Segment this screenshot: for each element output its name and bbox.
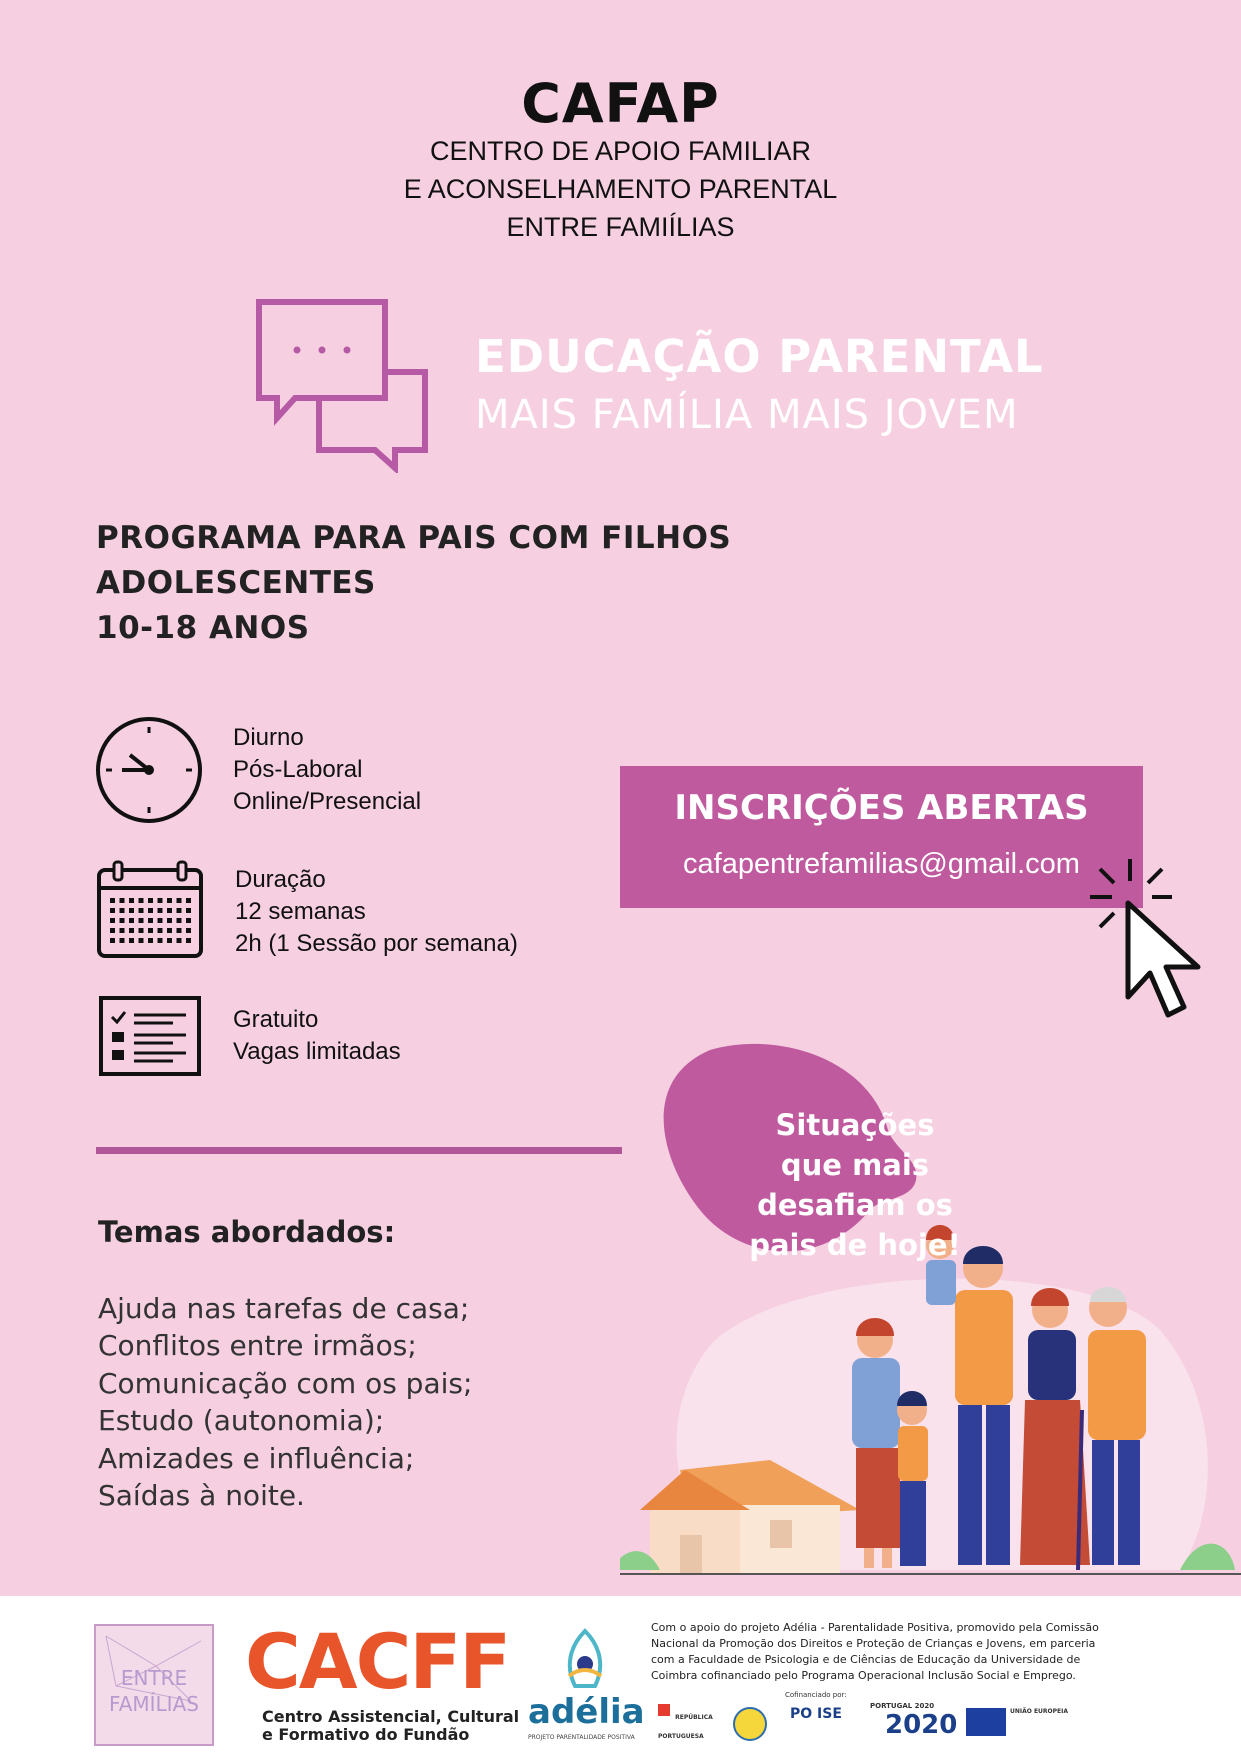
calendar-day-mark <box>120 918 125 923</box>
footer <box>0 1596 1241 1754</box>
adelia-logo: adélia <box>528 1692 645 1732</box>
calendar-day-mark <box>110 938 115 943</box>
calendar-day-mark <box>129 918 134 923</box>
calendar-day-mark <box>110 918 115 923</box>
calendar-day-mark <box>110 908 115 913</box>
republica-logo <box>658 1704 718 1740</box>
schedule-item: Pós-Laboral <box>233 756 363 783</box>
calendar-day-mark <box>177 928 182 933</box>
cacff-logo: CACFF <box>245 1617 510 1706</box>
calendar-day-mark <box>139 938 144 943</box>
entre-familias-logo <box>94 1624 214 1746</box>
topic-item: Ajuda nas tarefas de casa; <box>98 1292 470 1325</box>
support-line: Com o apoio do projeto Adélia - Parentalidade Positiva, promovido pela Comissão <box>651 1621 1099 1634</box>
bubble-line: pais de hoje! <box>749 1228 961 1262</box>
topic-item: Amizades e influência; <box>98 1442 415 1475</box>
poise-logo: PO ISE <box>790 1706 842 1722</box>
page-title: CAFAP <box>521 72 720 135</box>
program-subtitle: MAIS FAMÍLIA MAIS JOVEM <box>475 392 1019 438</box>
calendar-day-mark <box>177 918 182 923</box>
bubble-text <box>725 1105 985 1265</box>
support-line: Nacional da Promoção dos Direitos e Proteção de Crianças e Jovens, em parceria <box>651 1637 1096 1650</box>
adelia-caption: PROJETO PARENTALIDADE POSITIVA <box>528 1734 635 1741</box>
calendar-day-mark <box>177 898 182 903</box>
cacff-caption-line: e Formativo do Fundão <box>262 1725 470 1744</box>
topics-title: Temas abordados: <box>98 1215 396 1249</box>
calendar-day-mark <box>177 908 182 913</box>
registration-title: INSCRIÇÕES ABERTAS <box>674 788 1089 828</box>
cacff-caption-line: Centro Assistencial, Cultural <box>262 1707 520 1726</box>
registration-box <box>620 766 1143 908</box>
calendar-day-mark <box>139 928 144 933</box>
schedule-item: Diurno <box>233 724 304 751</box>
support-line: com a Faculdade de Psicologia e de Ciências de Educação da Universidade de <box>651 1653 1081 1666</box>
subtitle-line-2: E ACONSELHAMENTO PARENTAL <box>403 174 838 204</box>
cursor-click-icon <box>1080 855 1210 1020</box>
calendar-day-mark <box>120 908 125 913</box>
calendar-day-mark <box>158 938 163 943</box>
calendar-day-mark <box>139 898 144 903</box>
audience-line-3: 10-18 ANOS <box>96 610 310 646</box>
calendar-day-mark <box>110 928 115 933</box>
republica-text: REPÚBLICA PORTUGUESA <box>658 1714 713 1740</box>
calendar-day-mark <box>158 908 163 913</box>
entre-logo-line: FAMÍLIAS <box>109 1692 199 1716</box>
chat-bubbles-icon <box>255 298 435 473</box>
eu-label: UNIÃO EUROPEIA <box>1010 1708 1069 1715</box>
calendar-day-mark <box>148 898 153 903</box>
topic-item: Saídas à noite. <box>98 1479 305 1512</box>
topic-item: Estudo (autonomia); <box>98 1404 385 1437</box>
checklist-icon <box>98 995 204 1079</box>
calendar-day-mark <box>167 898 172 903</box>
cost-item: Vagas limitadas <box>233 1038 401 1065</box>
calendar-day-mark <box>129 938 134 943</box>
calendar-day-mark <box>186 918 191 923</box>
bubble-line: Situações <box>775 1108 935 1142</box>
adelia-figure-icon <box>555 1626 615 1696</box>
duration-item: 12 semanas <box>235 898 366 925</box>
calendar-day-mark <box>158 898 163 903</box>
calendar-day-mark <box>129 928 134 933</box>
schedule-list <box>233 722 421 818</box>
calendar-day-mark <box>167 908 172 913</box>
calendar-day-mark <box>186 928 191 933</box>
calendar-day-mark <box>186 938 191 943</box>
entre-logo-line: ENTRE <box>120 1666 188 1690</box>
cost-item: Gratuito <box>233 1006 319 1033</box>
topic-item: Conflitos entre irmãos; <box>98 1329 417 1362</box>
subtitle-line-1: CENTRO DE APOIO FAMILIAR <box>429 136 812 166</box>
schedule-item: Online/Presencial <box>233 788 422 815</box>
calendar-day-mark <box>110 898 115 903</box>
calendar-day-mark <box>167 928 172 933</box>
duration-item: Duração <box>235 866 326 893</box>
calendar-day-mark <box>167 938 172 943</box>
calendar-day-mark <box>120 928 125 933</box>
duration-list <box>235 864 518 960</box>
program-title: EDUCAÇÃO PARENTAL <box>475 330 1044 383</box>
cacff-caption <box>262 1708 519 1744</box>
calendar-day-mark <box>148 938 153 943</box>
duration-item: 2h (1 Sessão por semana) <box>235 930 518 957</box>
calendar-day-mark <box>139 908 144 913</box>
calendar-day-mark <box>158 918 163 923</box>
calendar-day-mark <box>148 918 153 923</box>
calendar-day-mark <box>129 908 134 913</box>
calendar-day-mark <box>177 938 182 943</box>
calendar-icon <box>96 860 206 960</box>
cost-list <box>233 1004 401 1068</box>
registration-email-link[interactable]: cafapentrefamilias@gmail.com <box>683 848 1080 880</box>
seal-icon <box>730 1706 770 1742</box>
audience-line-2: ADOLESCENTES <box>96 565 376 601</box>
portugal2020-label: PORTUGAL 2020 <box>870 1702 935 1710</box>
calendar-day-mark <box>148 908 153 913</box>
calendar-day-mark <box>139 918 144 923</box>
subtitle-line-3: ENTRE FAMIÍLIAS <box>506 212 735 242</box>
calendar-day-mark <box>148 928 153 933</box>
eu-flag-icon <box>966 1708 1006 1736</box>
calendar-day-mark <box>158 928 163 933</box>
calendar-day-mark <box>120 938 125 943</box>
bubble-line: que mais <box>780 1148 930 1182</box>
clock-icon <box>94 715 204 825</box>
bubble-line: desafiam os <box>757 1188 953 1222</box>
section-divider <box>96 1147 622 1154</box>
calendar-day-mark <box>120 898 125 903</box>
support-text <box>651 1620 1231 1684</box>
calendar-day-mark <box>186 898 191 903</box>
flag-mark <box>658 1704 670 1716</box>
audience-line-1: PROGRAMA PARA PAIS COM FILHOS <box>96 520 732 556</box>
calendar-day-mark <box>167 918 172 923</box>
cofinanced-label: Cofinanciado por: <box>785 1691 847 1699</box>
topic-item: Comunicação com os pais; <box>98 1367 473 1400</box>
portugal2020-number: 2020 <box>885 1710 958 1740</box>
calendar-day-mark <box>129 898 134 903</box>
calendar-day-mark <box>186 908 191 913</box>
support-line: Coimbra cofinanciado pelo Programa Operacional Inclusão Social e Emprego. <box>651 1669 1076 1682</box>
